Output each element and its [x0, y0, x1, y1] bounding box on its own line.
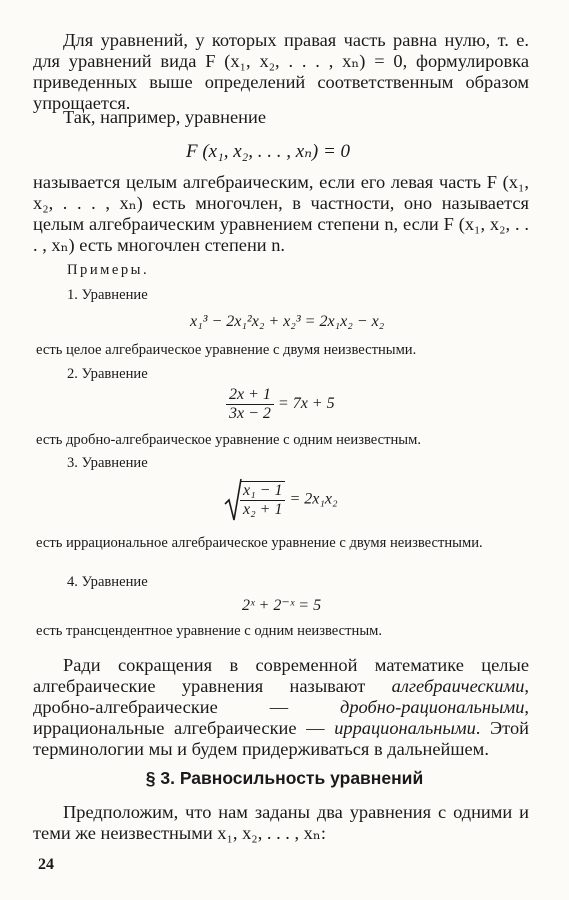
example-2-rhs: = 7x + 5	[277, 395, 335, 413]
example-3-fraction	[240, 481, 285, 519]
example-4-label: 4. Уравнение	[67, 574, 148, 590]
terminology-text-3: , иррациональные алгебраические —	[33, 697, 529, 738]
equation-main: F (x₁, x₂, . . . , xₙ) = 0	[186, 141, 351, 162]
example-1-description: есть целое алгебраическое уравнение с двумя неизвестными.	[36, 342, 417, 358]
terminology-text-2: , дробно-алгебраические —	[33, 676, 529, 717]
paragraph-example-lead: Так, например, уравнение	[63, 107, 266, 127]
example-3-rhs: = 2x₁x₂	[289, 490, 338, 508]
terminology-text-1: Ради сокращения в современной математике целые алгебраические уравнения называют	[33, 655, 529, 696]
paragraph-terminology	[33, 655, 529, 760]
example-2-numerator: 2x + 1	[226, 386, 274, 405]
term-algebraic: алгебраическими	[391, 676, 525, 696]
example-2-equation	[226, 386, 335, 423]
paragraph-definition: называется целым алгебраическим, если его левая часть F (x₁, x₂, . . . , xₙ) есть многочлен, в частности, оно называется целым алгебраическим уравнением степени n, если F (x₁, x₂, . . . , xₙ) есть многочлен степени n.	[33, 172, 529, 255]
example-2-fraction	[226, 386, 274, 423]
term-fractional-rational: дробно-рациональными	[340, 697, 525, 717]
example-4-equation: 2ˣ + 2⁻ˣ = 5	[242, 597, 322, 614]
example-2-label: 2. Уравнение	[67, 366, 148, 382]
section-heading: § 3. Равносильность уравнений	[145, 768, 424, 788]
example-1-equation: x₁³ − 2x₁²x₂ + x₂³ = 2x₁x₂ − x₂	[190, 313, 385, 330]
example-2-description: есть дробно-алгебраическое уравнение с одним неизвестным.	[36, 432, 421, 448]
example-3-denominator: x₂ + 1	[243, 501, 283, 518]
examples-title: Примеры.	[67, 262, 150, 278]
term-irrational: иррациональными	[334, 718, 476, 738]
example-3-label: 3. Уравнение	[67, 455, 148, 471]
paragraph-equivalence: Предположим, что нам заданы два уравнения с одними и теми же неизвестными x₁, x₂, . . . , xₙ:	[33, 802, 529, 843]
page-number: 24	[38, 856, 54, 873]
example-4-description: есть трансцендентное уравнение с одним неизвестным.	[36, 623, 383, 639]
terminology-text-4: . Этой терминологии мы и будем придерживаться в дальнейшем.	[33, 718, 529, 759]
example-3-numerator: x₁ − 1	[240, 482, 285, 501]
example-1-label: 1. Уравнение	[67, 287, 148, 303]
example-3-description: есть иррациональное алгебраическое уравнение с двумя неизвестными.	[36, 535, 483, 551]
paragraph-intro: Для уравнений, у которых правая часть равна нулю, т. е. для уравнений вида F (x₁, x₂, . . . , xₙ) = 0, формулировка приведенных выше определений соответственным образом упрощается.	[33, 30, 529, 113]
example-3-equation	[224, 478, 338, 522]
example-2-denominator: 3x − 2	[229, 405, 271, 422]
